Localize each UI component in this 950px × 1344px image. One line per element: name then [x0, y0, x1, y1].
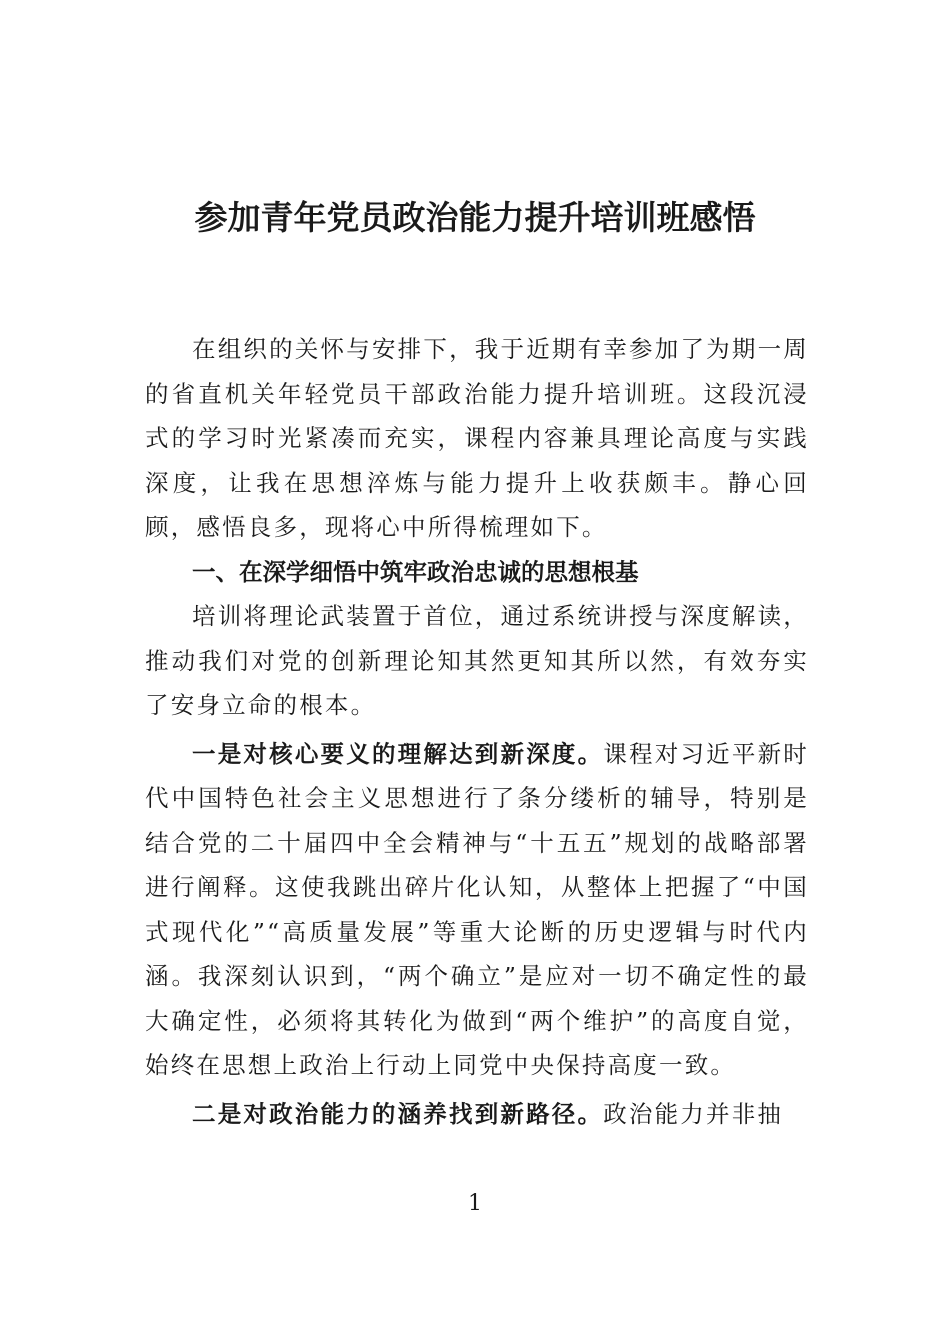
section1-intro-paragraph: 培训将理论武装置于首位，通过系统讲授与深度解读，推动我们对党的创新理论知其然更知其所以然，有效夯实了安身立命的根本。 [145, 602, 809, 719]
point1-body: 课程对习近平新时代中国特色社会主义思想进行了条分缕析的辅导，特别是结合党的二十届四中全会精神与“十五五”规划的战略部署进行阐释。这使我跳出碎片化认知，从整体上把握了“中国式现代化”“高质量发展”等重大论断的历史逻辑与时代内涵。我深刻认识到，“两个确立”是应对一切不确定性的最大确定性，必须将其转化为做到“两个维护”的高度自觉，始终在思想上政治上行动上同党中央保持高度一致。 [145, 739, 810, 1079]
point2-body: 政治能力并非抽 [603, 1099, 784, 1128]
document-body [145, 327, 809, 1136]
intro-paragraph: 在组织的关怀与安排下，我于近期有幸参加了为期一周的省直机关年轻党员干部政治能力提升培训班。这段沉浸式的学习时光紧凑而充实，课程内容兼具理论高度与实践深度，让我在思想淬炼与能力提升上收获颇丰。静心回顾，感悟良多，现将心中所得梳理如下。 [145, 335, 809, 541]
point2-lead: 二是对政治能力的涵养找到新路径。 [192, 1099, 604, 1128]
section-heading-1: 一、在深学细悟中筑牢政治忠诚的思想根基 [192, 557, 639, 586]
point1-lead: 一是对核心要义的理解达到新深度。 [192, 739, 604, 768]
point1-paragraph [145, 732, 809, 1088]
point2-paragraph [145, 1092, 809, 1137]
page-number: 1 [468, 1191, 482, 1216]
document-title: 参加青年党员政治能力提升培训班感悟 [194, 198, 756, 237]
